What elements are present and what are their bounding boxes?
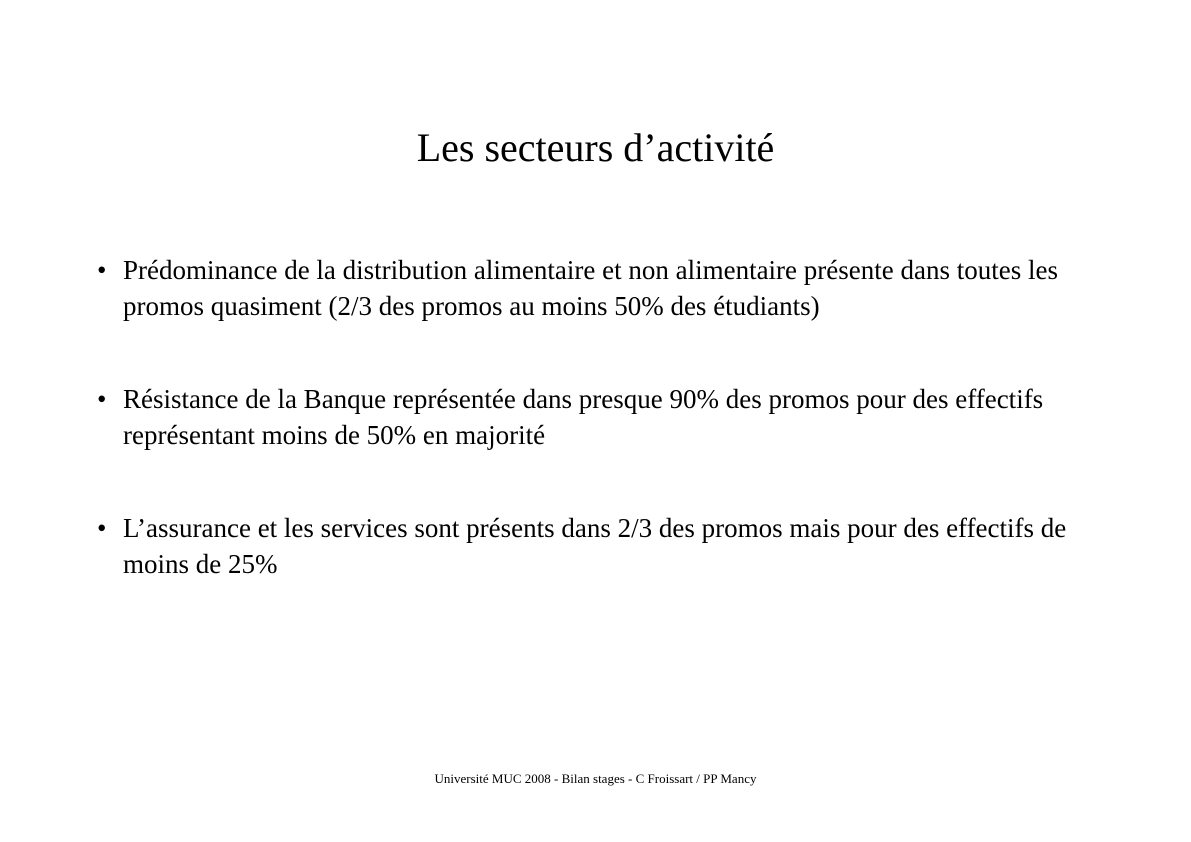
bullet-text: Prédominance de la distribution alimentaire et non alimentaire présente dans toutes les promos quasiment (2/3 des promos au moins 50% des étudiants) xyxy=(123,255,1058,321)
bullet-item-assurance xyxy=(95,510,1135,582)
bullet-text: Résistance de la Banque représentée dans presque 90% des promos pour des effectifs représentant moins de 50% en majorité xyxy=(123,384,1044,450)
bullet-item-distribution xyxy=(95,252,1135,324)
slide-footer: Université MUC 2008 - Bilan stages - C Froissart / PP Mancy xyxy=(434,771,757,786)
bullet-text: L’assurance et les services sont présents dans 2/3 des promos mais pour des effectifs de moins de 25% xyxy=(123,513,1067,579)
bullet-dot-icon: • xyxy=(97,513,107,543)
bullet-list xyxy=(95,252,1135,639)
bullet-dot-icon: • xyxy=(97,255,107,285)
slide-title: Les secteurs d’activité xyxy=(416,125,775,170)
bullet-dot-icon: • xyxy=(97,384,107,414)
bullet-item-banque xyxy=(95,381,1135,453)
